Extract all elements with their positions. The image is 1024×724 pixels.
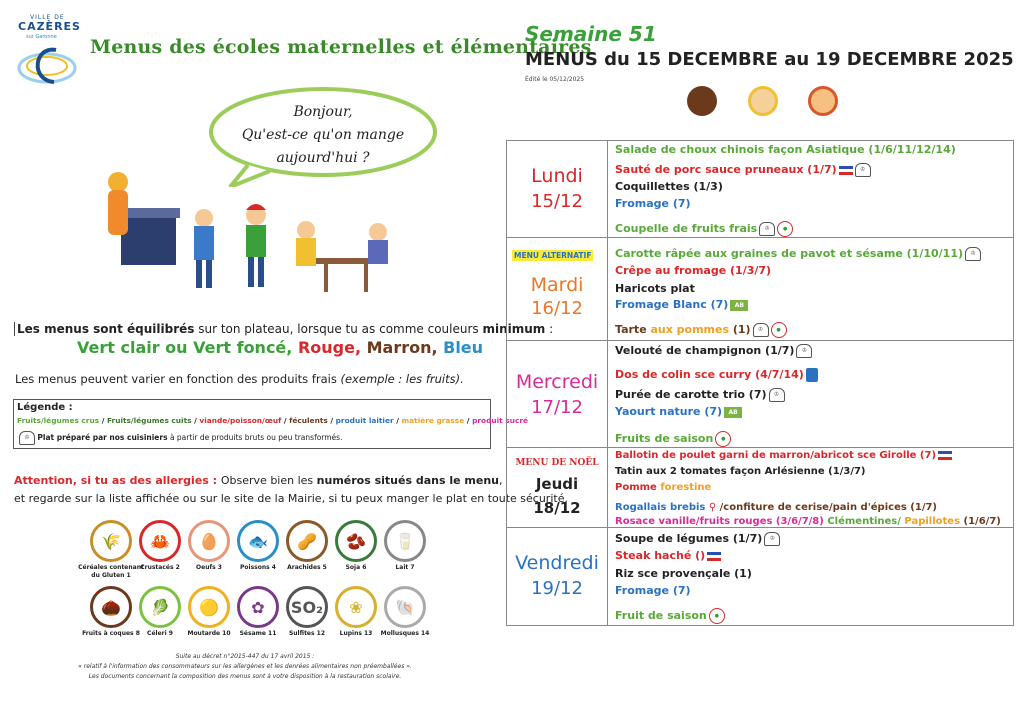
legend-sep: /: [281, 416, 290, 425]
dish-potato: [615, 482, 711, 493]
france-flag-icon: [938, 451, 952, 460]
dish-dairy: [615, 197, 691, 210]
legend-fat: matière grasse: [401, 416, 465, 425]
legend-categories: [17, 416, 528, 425]
day-cell: [507, 341, 608, 448]
dish-main: [615, 264, 771, 277]
color-red: Rouge,: [297, 338, 367, 357]
day-row-thursday: [507, 447, 1013, 528]
allergen-label: Oeufs 3: [196, 564, 222, 571]
page-title: Menus des écoles maternelles et élémentaires: [90, 36, 592, 58]
day-row-monday: [507, 141, 1013, 237]
note-text: sur ton plateau, lorsque tu as comme couleurs: [194, 322, 483, 336]
child-face-icon: [748, 86, 778, 116]
allergen-label: Lait 7: [395, 564, 415, 571]
dish-label-papillotes: Papillotes: [904, 516, 961, 527]
legend-sep: /: [191, 416, 200, 425]
day-cell: [507, 448, 608, 528]
day-cell: [507, 141, 608, 237]
day-cell: [507, 528, 608, 626]
legend-protein: viande/poisson/œuf: [199, 416, 282, 425]
dish-main: [615, 549, 721, 562]
dish-label: Rosace vanille/fruits rouges (3/6/7/8): [615, 516, 828, 527]
local-label-icon: ●: [771, 322, 787, 338]
allergen-grid: [80, 520, 450, 650]
legend-sep: /: [99, 416, 107, 425]
dish-label: Salade de choux chinois façon Asiatique (1/6/11/12/14): [615, 143, 956, 156]
color-green: Vert clair ou Vert foncé,: [77, 338, 298, 357]
dish-dessert: [615, 608, 725, 624]
dish-label: Riz sce provençale (1): [615, 567, 752, 580]
allergy-bold: numéros situés dans le menu: [316, 474, 499, 487]
bubble-line-1: Bonjour,: [293, 104, 353, 120]
chef-hat-icon: ♔: [753, 323, 769, 337]
chef-hat-icon: ♔: [769, 388, 785, 402]
dish-starter: [615, 344, 812, 358]
dish-dairy: [615, 584, 691, 597]
day-row-wednesday: [507, 340, 1013, 448]
celery-icon: 🥬: [139, 586, 181, 628]
day-date: 17/12: [531, 397, 583, 418]
local-label-icon: ●: [715, 431, 731, 447]
logo-line-2: CAZÈRES: [18, 20, 81, 33]
dish-label-forestine: forestine: [660, 482, 712, 493]
fresh-products-note: [15, 372, 464, 386]
crab-icon: 🦀: [139, 520, 181, 562]
allergy-text: Observe bien les: [220, 474, 317, 487]
legend-homemade-bold: Plat préparé par nos cuisiniers: [37, 433, 168, 442]
allergen-label: Soja 6: [345, 564, 367, 571]
dish-label-fruit: aux pommes: [650, 323, 730, 336]
day-date: 16/12: [531, 298, 583, 319]
allergy-title: Attention, si tu as des allergies :: [14, 474, 221, 487]
dish-label: Dos de colin sce curry (4/7/14): [615, 368, 804, 381]
dish-allergens: (1/6/7): [960, 516, 1001, 527]
dish-label: Haricots plat: [615, 282, 695, 295]
dish-label: Ballotin de poulet garni de marron/abricot sce Girolle (7): [615, 450, 937, 461]
chef-hat-icon: ♔: [19, 431, 35, 445]
edited-date: Édité le 05/12/2025: [525, 76, 585, 83]
dish-side: [615, 388, 785, 402]
day-name: Vendredi: [515, 552, 599, 574]
france-flag-icon: [839, 166, 853, 175]
dish-label: Crêpe au fromage (1/3/7): [615, 264, 772, 277]
day-date: 19/12: [531, 578, 583, 599]
decree-line-3: Les documents concernant la composition des menus sont à votre disposition à la restauration scolaire.: [88, 673, 402, 680]
legend-sugar: produit sucré: [472, 416, 528, 425]
local-label-icon: ●: [777, 221, 793, 237]
dish-side: [615, 567, 752, 580]
note-bold-part: Les menus sont équilibrés: [17, 322, 195, 336]
legend-cooked-veg: Fruits/légumes cuits: [106, 416, 192, 425]
allergen-label: Sulfites 12: [288, 630, 326, 637]
day-name: Mardi: [530, 274, 584, 296]
chef-hat-icon: ♔: [796, 344, 812, 358]
dish-cheese: [615, 502, 937, 513]
msc-label-icon: [806, 368, 818, 382]
dish-label-clementines: Clémentines/: [827, 516, 905, 527]
egg-icon: 🥚: [188, 520, 230, 562]
dish-label: Soupe de légumes (1/7): [615, 532, 763, 545]
color-brown: Marron,: [366, 338, 444, 357]
logo-line-1: VILLE DE: [30, 14, 65, 21]
note-example: (exemple : les fruits).: [340, 372, 464, 386]
alternative-menu-tag: MENU ALTERNATIF: [514, 251, 592, 260]
dish-label-jam: /confiture de cerise: [719, 502, 829, 513]
day-row-friday: [507, 527, 1013, 626]
menu-dates: MENUS du 15 DECEMBRE au 19 DECEMBRE 2025: [525, 49, 1014, 70]
legend-homemade: [17, 431, 342, 445]
dish-starter: [615, 143, 956, 156]
dish-dessert: [615, 322, 787, 338]
weekly-menu-table: [506, 140, 1014, 626]
legend-dairy: produit laitier: [335, 416, 394, 425]
dish-label: Coquillettes (1/3): [615, 180, 723, 193]
dish-label: Fromage Blanc (7): [615, 298, 729, 311]
chef-hat-icon: ♔: [965, 247, 981, 261]
christmas-menu-tag: MENU DE NOËL: [515, 458, 599, 468]
allergen-label: Poissons 4: [240, 564, 276, 571]
allergen-label: Sésame 11: [239, 630, 277, 637]
dish-label: Tarte: [615, 323, 651, 336]
day-name: Lundi: [531, 165, 583, 187]
dish-label: Fruits de saison: [615, 432, 714, 445]
dish-label: Tatin aux 2 tomates façon Arlésienne (1/3/7): [615, 466, 866, 477]
decree-note: [40, 652, 450, 682]
chef-hat-icon: ♔: [759, 222, 775, 236]
day-row-tuesday: [507, 237, 1013, 341]
logo-line-3: sur Garonne: [26, 34, 57, 40]
allergy-warning: [14, 472, 568, 508]
allergen-label: Céleri 9: [147, 630, 173, 637]
shell-icon: 🐚: [384, 586, 426, 628]
dish-label: Carotte râpée aux graines de pavot et sésame (1/10/11): [615, 247, 964, 260]
chef-hat-icon: ♔: [855, 163, 871, 177]
allergen-label: Fruits à coques 8: [82, 630, 140, 637]
dish-label: Sauté de porc sauce pruneaux (1/7): [615, 163, 837, 176]
dish-label: Steak haché (): [615, 549, 706, 562]
legend-starch: féculents: [289, 416, 328, 425]
dish-dessert: [615, 431, 731, 447]
legend-homemade-text: à partir de produits bruts ou peu transformés.: [167, 433, 343, 442]
dish-label: Pomme: [615, 482, 661, 493]
day-cell: [507, 238, 608, 341]
legend-sep: /: [464, 416, 473, 425]
dish-dairy: [615, 405, 742, 418]
canteen-illustration: [96, 170, 396, 310]
dish-side: [615, 282, 695, 295]
child-face-icon: [687, 86, 717, 116]
sulfites-icon: SO₂: [286, 586, 328, 628]
dish-side: [615, 466, 866, 477]
dish-label: Purée de carotte trio (7): [615, 388, 767, 401]
location-pin-icon: ⚲: [708, 502, 720, 513]
soy-icon: 🫘: [335, 520, 377, 562]
allergy-comma: ,: [499, 474, 503, 487]
sesame-icon: ✿: [237, 586, 279, 628]
dish-dessert: [615, 221, 793, 237]
dish-label-gingerbread: /pain d'épices (1/7): [828, 502, 937, 513]
france-flag-icon: [707, 552, 721, 561]
dish-label: Fromage (7): [615, 584, 691, 597]
dish-dessert: [615, 516, 1001, 527]
note-colon: :: [545, 322, 554, 336]
balanced-menu-note: [14, 322, 553, 336]
lupin-icon: ❀: [335, 586, 377, 628]
allergen-label: Lupins 13: [339, 630, 373, 637]
legend-sep: /: [327, 416, 336, 425]
note-text: Les menus peuvent varier en fonction des produits frais: [15, 372, 341, 386]
bubble-line-3: aujourd'hui ?: [276, 150, 370, 166]
decree-line-1: Suite au décret n°2015-447 du 17 avril 2015 :: [175, 653, 315, 660]
dish-starter: [615, 247, 981, 261]
color-blue: Bleu: [443, 338, 484, 357]
allergen-label: Mollusques 14: [380, 630, 430, 637]
peanut-icon: 🥜: [286, 520, 328, 562]
legend-sep: /: [393, 416, 402, 425]
dish-label: Fruit de saison: [615, 609, 707, 622]
logo-emblem-icon: [14, 42, 80, 88]
dish-main: [615, 163, 871, 177]
day-name: Mercredi: [515, 371, 599, 393]
nuts-icon: 🌰: [90, 586, 132, 628]
legend-raw-veg: Fruits/légumes crus: [17, 416, 100, 425]
organic-label-icon: AB: [724, 407, 742, 418]
allergy-line-2: et regarde sur la liste affichée ou sur le site de la Mairie, si tu peux manger le plat en toute sécurité.: [14, 492, 568, 505]
dish-allergens: (1): [729, 323, 751, 336]
dish-side: [615, 180, 723, 193]
dish-label: Yaourt nature (7): [615, 405, 723, 418]
dish-label: Rogallais brebis: [615, 502, 709, 513]
milk-icon: 🥛: [384, 520, 426, 562]
dish-label: Fromage (7): [615, 197, 691, 210]
chef-hat-icon: ♔: [764, 532, 780, 546]
wheat-icon: 🌾: [90, 520, 132, 562]
dish-label: Velouté de champignon (1/7): [615, 344, 795, 357]
day-name: Jeudi: [535, 475, 579, 493]
mustard-icon: 🟡: [188, 586, 230, 628]
child-face-icon: [808, 86, 838, 116]
local-label-icon: ●: [709, 608, 725, 624]
allergen-label: Crustacés 2: [140, 564, 180, 571]
organic-label-icon: AB: [730, 300, 748, 311]
town-logo: [14, 14, 80, 88]
allergen-label: Céréales contenant du Gluten 1: [78, 564, 144, 579]
decree-line-2: « relatif à l'information des consommateurs sur les allergènes et les denrées alimentaires non préemballées ».: [78, 663, 412, 670]
dish-label: Coupelle de fruits frais: [615, 222, 758, 235]
allergen-label: Arachides 5: [287, 564, 327, 571]
week-label: Semaine 51: [525, 22, 657, 46]
color-list: [77, 338, 483, 357]
legend-heading: Légende :: [17, 402, 73, 413]
dish-dairy: [615, 298, 748, 311]
dish-main: [615, 450, 952, 461]
bubble-line-2: Qu'est-ce qu'on mange: [241, 127, 405, 143]
dish-starter: [615, 532, 780, 546]
note-bold-minimum: minimum: [482, 322, 546, 336]
fish-icon: 🐟: [237, 520, 279, 562]
dish-main: [615, 368, 818, 382]
allergen-label: Moutarde 10: [187, 630, 231, 637]
day-date: 15/12: [531, 191, 583, 212]
legend-box: [13, 399, 528, 449]
day-date: 18/12: [533, 499, 581, 517]
